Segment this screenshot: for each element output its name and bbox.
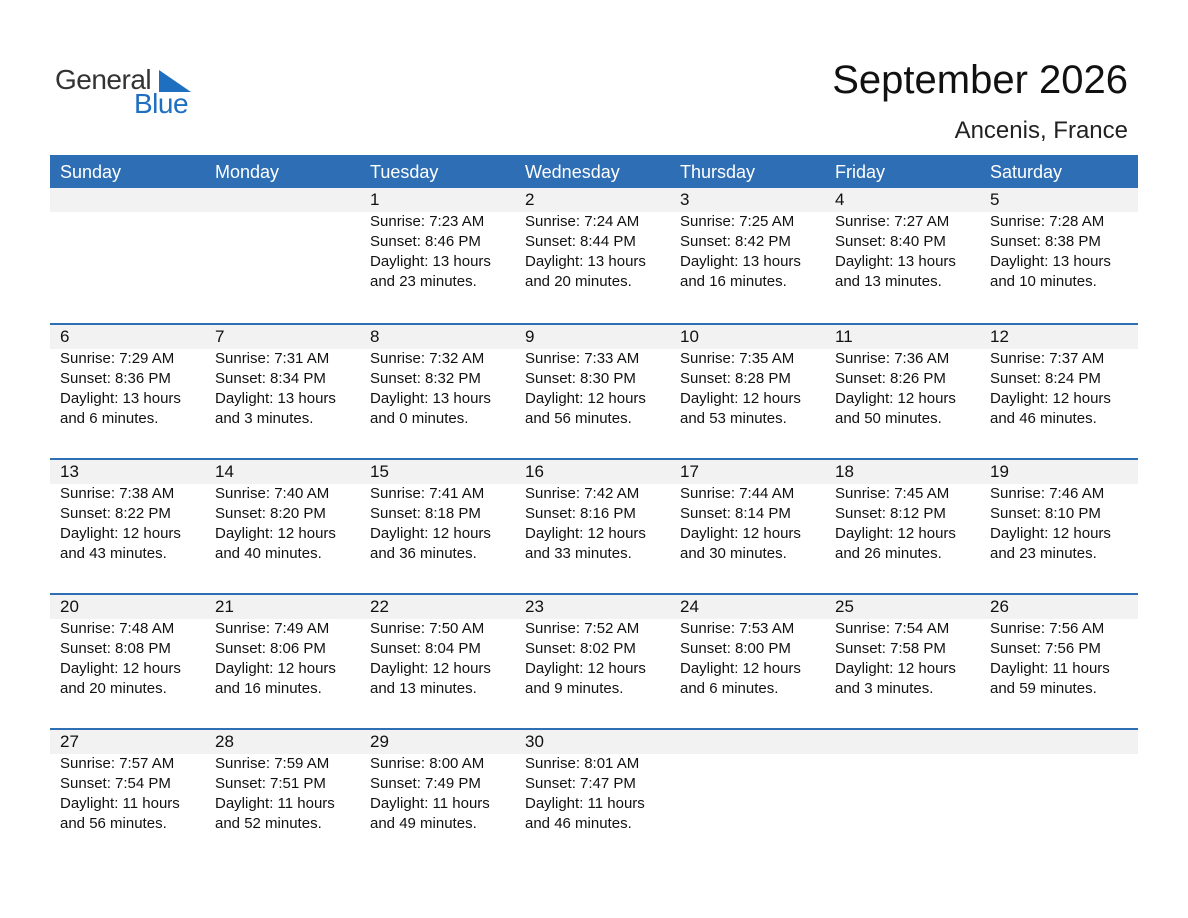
location-subtitle: Ancenis, France (954, 117, 1128, 144)
day-number: 9 (525, 327, 535, 346)
daylight-text: Daylight: 13 hours (60, 390, 181, 407)
day-number: 16 (525, 462, 544, 481)
sunset-text: Sunset: 8:34 PM (215, 370, 326, 387)
calendar-day-cell (980, 325, 1135, 455)
daylight-text: Daylight: 11 hours (990, 660, 1110, 677)
sunrise-text: Sunrise: 7:40 AM (215, 485, 330, 502)
day-number: 5 (990, 190, 1000, 209)
daylight-text: Daylight: 12 hours (680, 660, 801, 677)
sunrise-text: Sunrise: 7:52 AM (525, 620, 640, 637)
daylight-text: Daylight: 12 hours (835, 390, 956, 407)
sunrise-text: Sunrise: 7:45 AM (835, 485, 950, 502)
daylight-text: Daylight: 12 hours (835, 660, 956, 677)
daylight-minutes-text: and 36 minutes. (370, 545, 477, 562)
day-number: 1 (370, 190, 380, 209)
daylight-minutes-text: and 23 minutes. (990, 545, 1097, 562)
calendar-day-cell (360, 460, 515, 590)
daylight-text: Daylight: 11 hours (215, 795, 335, 812)
daylight-text: Daylight: 11 hours (370, 795, 490, 812)
sunrise-text: Sunrise: 7:57 AM (60, 755, 175, 772)
daylight-minutes-text: and 53 minutes. (680, 410, 787, 427)
daylight-text: Daylight: 12 hours (60, 660, 181, 677)
sunset-text: Sunset: 8:24 PM (990, 370, 1101, 387)
calendar-weeks (50, 188, 1138, 863)
calendar (50, 155, 1138, 863)
daylight-text: Daylight: 13 hours (680, 253, 801, 270)
daylight-text: Daylight: 13 hours (370, 390, 491, 407)
daylight-text: Daylight: 12 hours (990, 390, 1111, 407)
daylight-minutes-text: and 10 minutes. (990, 273, 1097, 290)
daylight-minutes-text: and 20 minutes. (525, 273, 632, 290)
sunrise-text: Sunrise: 7:28 AM (990, 213, 1105, 230)
daylight-text: Daylight: 12 hours (680, 390, 801, 407)
sunrise-text: Sunrise: 7:27 AM (835, 213, 950, 230)
weekday-header-friday: Friday (835, 162, 886, 182)
daylight-minutes-text: and 43 minutes. (60, 545, 167, 562)
calendar-day-cell (670, 595, 825, 725)
calendar-day-cell (360, 325, 515, 455)
day-number: 8 (370, 327, 380, 346)
sunrise-text: Sunrise: 7:53 AM (680, 620, 795, 637)
sunset-text: Sunset: 8:32 PM (370, 370, 481, 387)
calendar-day-cell (980, 460, 1135, 590)
weekday-header-tuesday: Tuesday (370, 162, 439, 182)
sunset-text: Sunset: 8:46 PM (370, 233, 481, 250)
sunset-text: Sunset: 8:06 PM (215, 640, 326, 657)
sunset-text: Sunset: 8:30 PM (525, 370, 636, 387)
sunrise-text: Sunrise: 7:37 AM (990, 350, 1105, 367)
calendar-day-cell (205, 730, 360, 860)
day-number: 29 (370, 732, 389, 751)
calendar-day-cell (825, 460, 980, 590)
calendar-week-row (50, 323, 1138, 458)
daylight-minutes-text: and 13 minutes. (370, 680, 477, 697)
sunset-text: Sunset: 7:47 PM (525, 775, 636, 792)
day-number: 2 (525, 190, 535, 209)
daylight-text: Daylight: 12 hours (215, 660, 336, 677)
daylight-minutes-text: and 52 minutes. (215, 815, 322, 832)
sunrise-text: Sunrise: 7:25 AM (680, 213, 795, 230)
sunrise-text: Sunrise: 7:54 AM (835, 620, 950, 637)
daylight-minutes-text: and 9 minutes. (525, 680, 624, 697)
day-number: 28 (215, 732, 234, 751)
daylight-minutes-text: and 40 minutes. (215, 545, 322, 562)
sunset-text: Sunset: 8:42 PM (680, 233, 791, 250)
sunrise-text: Sunrise: 7:23 AM (370, 213, 485, 230)
calendar-day-cell (515, 325, 670, 455)
day-number: 13 (60, 462, 79, 481)
calendar-day-cell (825, 325, 980, 455)
day-number: 7 (215, 327, 225, 346)
daylight-text: Daylight: 13 hours (835, 253, 956, 270)
day-number: 11 (835, 327, 853, 346)
logo-text-general: General (55, 64, 152, 95)
sunset-text: Sunset: 8:22 PM (60, 505, 171, 522)
sunrise-text: Sunrise: 7:49 AM (215, 620, 330, 637)
daylight-text: Daylight: 12 hours (525, 390, 646, 407)
sunset-text: Sunset: 8:44 PM (525, 233, 636, 250)
daylight-text: Daylight: 12 hours (525, 660, 646, 677)
calendar-day-cell (205, 595, 360, 725)
weekday-header-sunday: Sunday (60, 162, 122, 182)
calendar-day-cell (670, 325, 825, 455)
sunrise-text: Sunrise: 7:32 AM (370, 350, 485, 367)
daylight-minutes-text: and 46 minutes. (525, 815, 632, 832)
day-number: 22 (370, 597, 389, 616)
sunset-text: Sunset: 8:18 PM (370, 505, 481, 522)
sunrise-text: Sunrise: 7:50 AM (370, 620, 485, 637)
daylight-text: Daylight: 11 hours (525, 795, 645, 812)
calendar-week-row (50, 593, 1138, 728)
sunrise-text: Sunrise: 7:38 AM (60, 485, 175, 502)
daylight-minutes-text: and 16 minutes. (215, 680, 322, 697)
calendar-day-cell (825, 188, 980, 318)
sunset-text: Sunset: 8:40 PM (835, 233, 946, 250)
sunset-text: Sunset: 8:38 PM (990, 233, 1101, 250)
daylight-minutes-text: and 46 minutes. (990, 410, 1097, 427)
day-number: 21 (215, 597, 234, 616)
calendar-day-cell (980, 188, 1135, 318)
sunset-text: Sunset: 8:04 PM (370, 640, 481, 657)
sunrise-text: Sunrise: 7:48 AM (60, 620, 175, 637)
day-number: 18 (835, 462, 854, 481)
calendar-day-cell (50, 730, 205, 860)
logo (55, 64, 205, 120)
sunset-text: Sunset: 8:16 PM (525, 505, 636, 522)
daylight-minutes-text: and 16 minutes. (680, 273, 787, 290)
daylight-minutes-text: and 6 minutes. (60, 410, 159, 427)
calendar-day-cell (670, 460, 825, 590)
calendar-week-row (50, 188, 1138, 323)
day-number: 14 (215, 462, 234, 481)
daylight-text: Daylight: 11 hours (60, 795, 180, 812)
sunset-text: Sunset: 8:26 PM (835, 370, 946, 387)
daylight-minutes-text: and 30 minutes. (680, 545, 787, 562)
daylight-text: Daylight: 12 hours (835, 525, 956, 542)
day-number: 3 (680, 190, 690, 209)
sunset-text: Sunset: 8:00 PM (680, 640, 791, 657)
day-number: 30 (525, 732, 544, 751)
daylight-text: Daylight: 12 hours (990, 525, 1111, 542)
sunrise-text: Sunrise: 7:33 AM (525, 350, 640, 367)
weekday-header-monday: Monday (215, 162, 280, 182)
daylight-text: Daylight: 12 hours (680, 525, 801, 542)
day-number: 20 (60, 597, 79, 616)
weekday-header-row (50, 155, 1138, 188)
sunrise-text: Sunrise: 7:59 AM (215, 755, 330, 772)
daylight-minutes-text: and 33 minutes. (525, 545, 632, 562)
daylight-text: Daylight: 13 hours (525, 253, 646, 270)
day-number: 19 (990, 462, 1009, 481)
daylight-minutes-text: and 3 minutes. (215, 410, 314, 427)
sunset-text: Sunset: 8:12 PM (835, 505, 946, 522)
sunrise-text: Sunrise: 7:46 AM (990, 485, 1105, 502)
daylight-text: Daylight: 13 hours (990, 253, 1111, 270)
day-number: 6 (60, 327, 70, 346)
daylight-minutes-text: and 6 minutes. (680, 680, 779, 697)
calendar-day-cell (50, 460, 205, 590)
sunset-text: Sunset: 8:36 PM (60, 370, 171, 387)
logo-text-blue: Blue (134, 88, 189, 119)
day-number: 24 (680, 597, 699, 616)
daylight-text: Daylight: 12 hours (370, 525, 491, 542)
daylight-minutes-text: and 50 minutes. (835, 410, 942, 427)
day-number: 12 (990, 327, 1009, 346)
calendar-week-row (50, 728, 1138, 863)
daylight-minutes-text: and 49 minutes. (370, 815, 477, 832)
weekday-header-wednesday: Wednesday (525, 162, 620, 182)
calendar-week-row (50, 458, 1138, 593)
day-number: 25 (835, 597, 854, 616)
day-number: 15 (370, 462, 389, 481)
daylight-minutes-text: and 59 minutes. (990, 680, 1097, 697)
day-number: 23 (525, 597, 544, 616)
sunrise-text: Sunrise: 7:44 AM (680, 485, 795, 502)
daylight-text: Daylight: 13 hours (215, 390, 336, 407)
sunset-text: Sunset: 7:54 PM (60, 775, 171, 792)
calendar-day-cell (205, 460, 360, 590)
day-number: 26 (990, 597, 1009, 616)
sunrise-text: Sunrise: 7:29 AM (60, 350, 175, 367)
sunset-text: Sunset: 8:14 PM (680, 505, 791, 522)
calendar-day-cell (515, 595, 670, 725)
calendar-day-cell (360, 595, 515, 725)
daylight-text: Daylight: 13 hours (370, 253, 491, 270)
sunrise-text: Sunrise: 8:00 AM (370, 755, 485, 772)
calendar-day-cell (515, 730, 670, 860)
sunrise-text: Sunrise: 7:41 AM (370, 485, 485, 502)
sunrise-text: Sunrise: 7:35 AM (680, 350, 795, 367)
sunrise-text: Sunrise: 7:24 AM (525, 213, 640, 230)
sunset-text: Sunset: 8:08 PM (60, 640, 171, 657)
sunset-text: Sunset: 7:58 PM (835, 640, 946, 657)
calendar-day-cell (825, 595, 980, 725)
sunrise-text: Sunrise: 8:01 AM (525, 755, 640, 772)
calendar-day-cell (360, 188, 515, 318)
calendar-day-cell (670, 188, 825, 318)
daylight-text: Daylight: 12 hours (215, 525, 336, 542)
day-number: 10 (680, 327, 699, 346)
calendar-day-cell (360, 730, 515, 860)
calendar-day-cell (980, 595, 1135, 725)
daylight-minutes-text: and 26 minutes. (835, 545, 942, 562)
calendar-day-cell (205, 325, 360, 455)
sunset-text: Sunset: 7:56 PM (990, 640, 1101, 657)
sunset-text: Sunset: 8:28 PM (680, 370, 791, 387)
day-number: 4 (835, 190, 845, 209)
page-title: September 2026 (832, 58, 1128, 102)
daylight-minutes-text: and 13 minutes. (835, 273, 942, 290)
daylight-text: Daylight: 12 hours (60, 525, 181, 542)
daylight-text: Daylight: 12 hours (370, 660, 491, 677)
weekday-header-thursday: Thursday (680, 162, 756, 182)
sunrise-text: Sunrise: 7:31 AM (215, 350, 330, 367)
sunrise-text: Sunrise: 7:42 AM (525, 485, 640, 502)
calendar-day-cell (50, 325, 205, 455)
daylight-minutes-text: and 20 minutes. (60, 680, 167, 697)
calendar-day-cell (50, 595, 205, 725)
daylight-minutes-text: and 56 minutes. (60, 815, 167, 832)
daylight-minutes-text: and 23 minutes. (370, 273, 477, 290)
sunrise-text: Sunrise: 7:56 AM (990, 620, 1105, 637)
daylight-minutes-text: and 56 minutes. (525, 410, 632, 427)
sunset-text: Sunset: 8:10 PM (990, 505, 1101, 522)
sunset-text: Sunset: 8:20 PM (215, 505, 326, 522)
daylight-minutes-text: and 0 minutes. (370, 410, 469, 427)
calendar-day-cell (515, 460, 670, 590)
sunset-text: Sunset: 7:49 PM (370, 775, 481, 792)
sunrise-text: Sunrise: 7:36 AM (835, 350, 950, 367)
sunset-text: Sunset: 8:02 PM (525, 640, 636, 657)
day-number: 27 (60, 732, 79, 751)
calendar-day-cell (515, 188, 670, 318)
daylight-minutes-text: and 3 minutes. (835, 680, 934, 697)
day-number: 17 (680, 462, 699, 481)
weekday-header-saturday: Saturday (990, 162, 1063, 182)
sunset-text: Sunset: 7:51 PM (215, 775, 326, 792)
daylight-text: Daylight: 12 hours (525, 525, 646, 542)
